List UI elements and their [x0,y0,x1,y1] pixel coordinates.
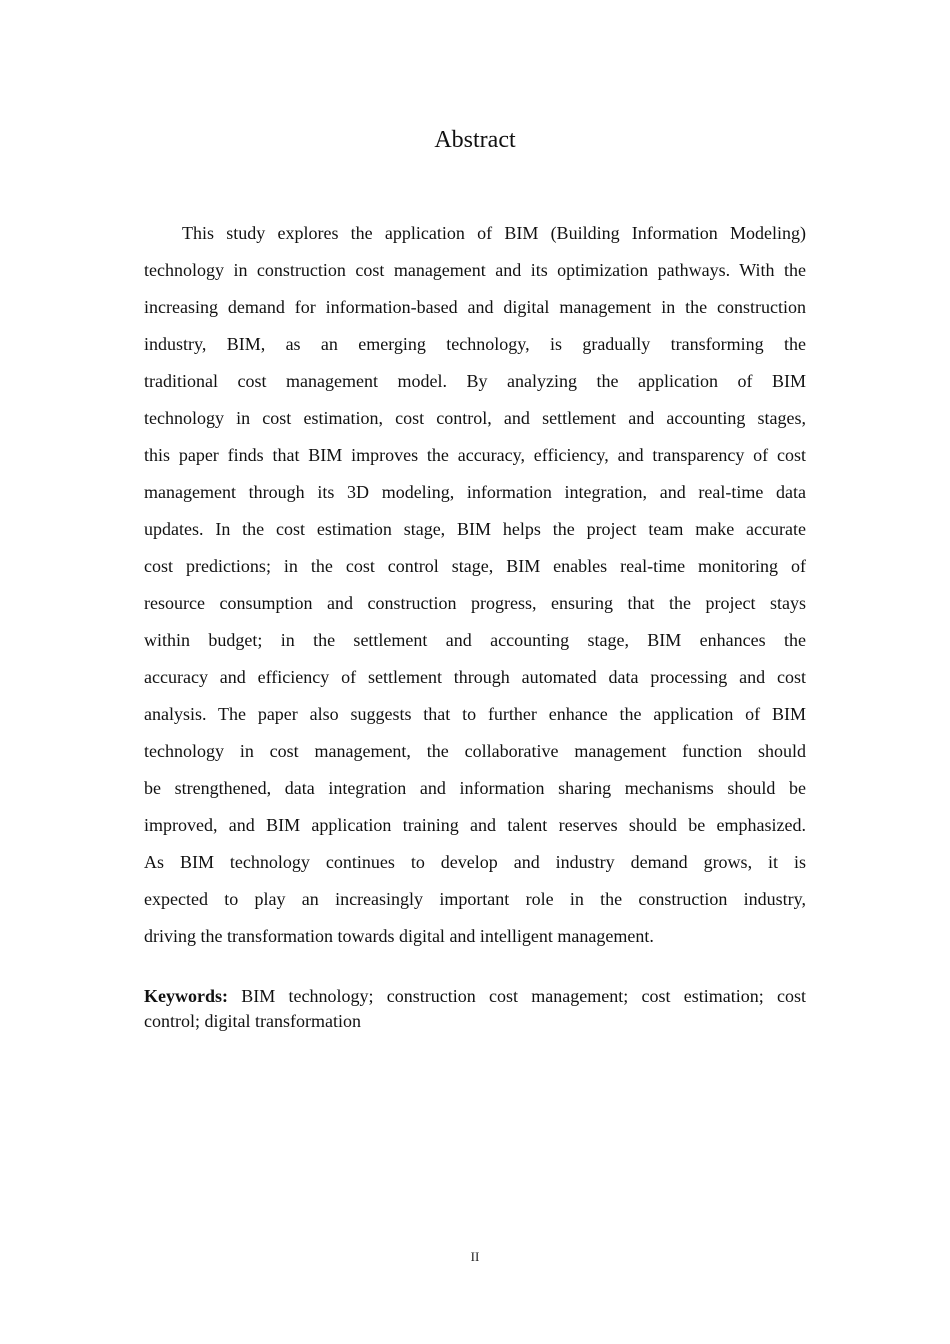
abstract-body [144,218,806,958]
abstract-line: increasing demand for information-based and digital management in the construction [144,297,806,317]
keywords-text-1: BIM technology; construction cost management; cost estimation; cost [228,986,806,1006]
abstract-line: be strengthened, data integration and information sharing mechanisms should be [144,778,806,798]
abstract-line: traditional cost management model. By analyzing the application of BIM [144,371,806,391]
abstract-line: technology in cost estimation, cost control, and settlement and accounting stages, [144,408,806,428]
keywords-text-2: control; digital transformation [144,1011,361,1031]
abstract-line: this paper finds that BIM improves the accuracy, efficiency, and transparency of cost [144,445,806,465]
abstract-line: improved, and BIM application training and talent reserves should be emphasized. [144,815,806,835]
abstract-line: technology in cost management, the collaborative management function should [144,741,806,761]
page-number: II [470,1249,480,1264]
abstract-line: driving the transformation towards digital and intelligent management. [144,926,654,946]
abstract-line: As BIM technology continues to develop and industry demand grows, it is [144,852,806,872]
abstract-line: resource consumption and construction progress, ensuring that the project stays [144,593,806,613]
abstract-line: accuracy and efficiency of settlement through automated data processing and cost [144,667,806,687]
page-title: Abstract [434,127,516,153]
abstract-line: updates. In the cost estimation stage, BIM helps the project team make accurate [144,519,806,539]
abstract-line: industry, BIM, as an emerging technology, is gradually transforming the [144,334,806,354]
abstract-line: technology in construction cost management and its optimization pathways. With the [144,260,806,280]
keywords-line-2 [144,1009,806,1034]
abstract-line: cost predictions; in the cost control stage, BIM enables real-time monitoring of [144,556,806,576]
abstract-line: management through its 3D modeling, information integration, and real-time data [144,482,806,502]
abstract-line: This study explores the application of BIM (Building Information Modeling) [182,223,806,243]
keywords-line-1 [144,984,806,1009]
keywords-section [144,984,806,1034]
abstract-line: analysis. The paper also suggests that to further enhance the application of BIM [144,704,806,724]
keywords-label: Keywords: [144,986,228,1006]
abstract-line: within budget; in the settlement and accounting stage, BIM enhances the [144,630,806,650]
abstract-line: expected to play an increasingly important role in the construction industry, [144,889,806,909]
